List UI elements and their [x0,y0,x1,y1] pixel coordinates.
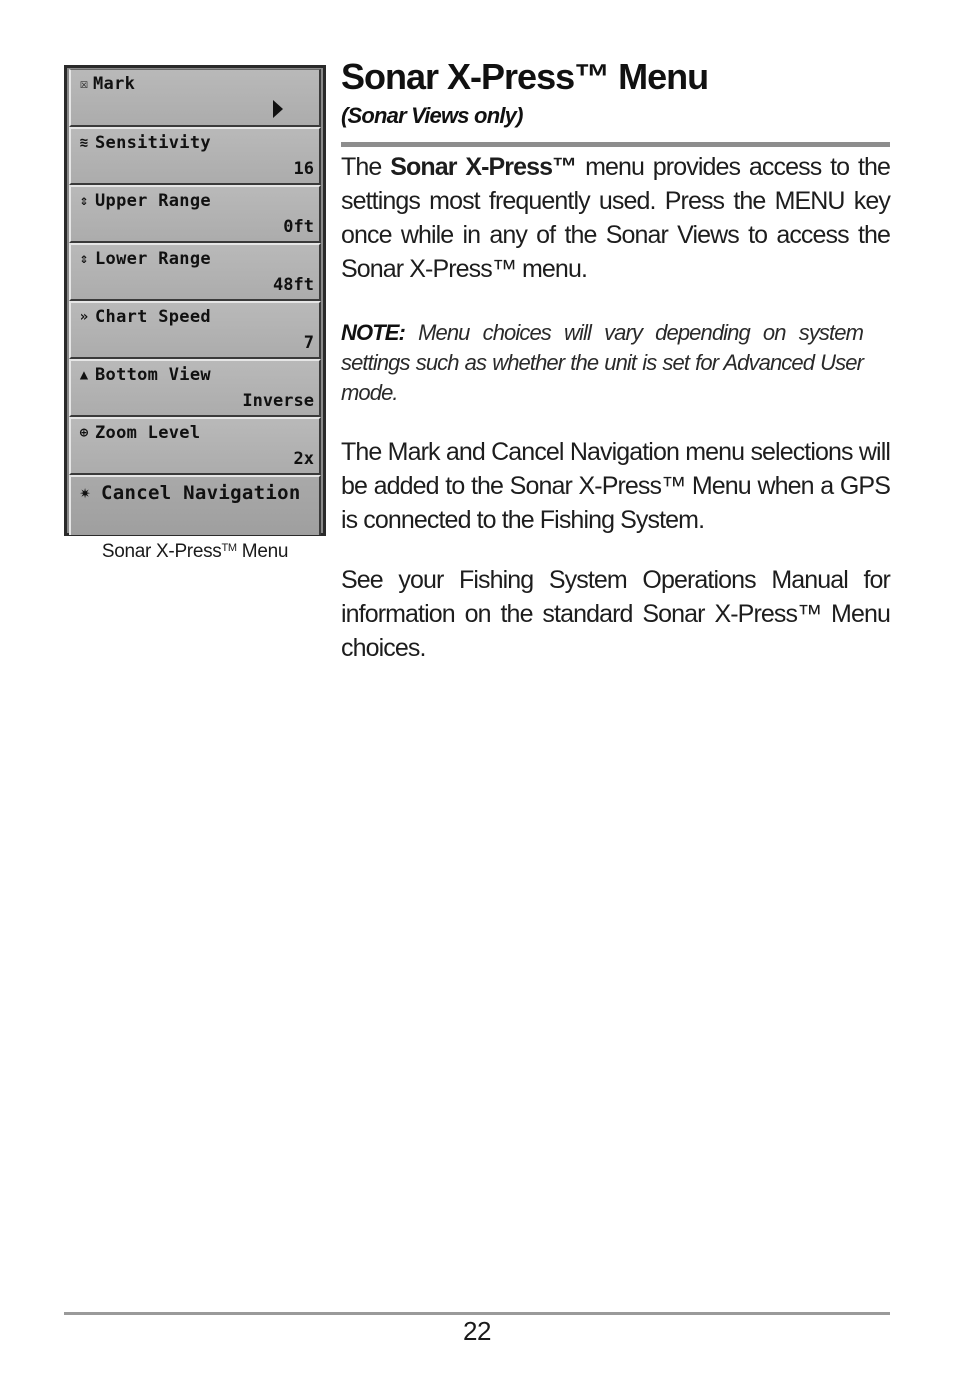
lower-range-icon: ⇕ [79,251,89,267]
page-number: 22 [463,1316,491,1346]
menu-item-label: Mark [93,74,136,94]
menu-item-value: 2x [293,449,314,469]
mark-icon: ☒ [79,76,89,92]
menu-item-zoom-level [69,417,321,475]
upper-range-icon: ⇕ [79,193,89,209]
menu-item-value: Inverse [242,391,314,411]
gps-paragraph: The Mark and Cancel Navigation menu selections will be added to the Sonar X-Press™ Menu when a GPS is connected to the Fishing System. [341,438,890,534]
intro-text-rest: menu provides access to the settings most frequently used. Press the MENU key once while in any of the Sonar Views to access the Sonar X-Press™ menu. [341,153,890,283]
menu-item-cancel-navigation [69,475,321,535]
note-paragraph [341,318,863,408]
menu-item-value: 48ft [273,275,314,295]
figure-caption [64,541,326,563]
caption-suffix: Menu [236,541,289,562]
menu-item-label: Sensitivity [95,133,211,153]
menu-item-label: Chart Speed [95,307,211,327]
page-subtitle: (Sonar Views only) [341,103,523,128]
bottom-view-icon: ▲ [79,367,89,383]
footer-divider [64,1312,890,1315]
chart-speed-icon: » [79,309,89,325]
menu-item-label: Cancel Navigation [101,482,301,504]
menu-item-bottom-view [69,359,321,417]
submenu-arrow-icon [273,100,283,118]
menu-item-mark [69,69,321,127]
intro-paragraph [341,150,890,286]
page-title: Sonar X-Press™ Menu [341,56,709,97]
title-divider [341,142,890,147]
sensitivity-icon: ≋ [79,135,89,151]
menu-item-value: 0ft [283,217,314,237]
menu-item-lower-range [69,243,321,301]
menu-item-label: Upper Range [95,191,211,211]
sonar-xpress-menu-screenshot [64,65,326,536]
menu-item-label: Zoom Level [95,423,201,443]
menu-item-value: 7 [303,333,314,353]
menu-item-value: 16 [293,159,314,179]
zoom-icon: ⊕ [79,425,89,441]
manual-reference-paragraph: See your Fishing System Operations Manual for information on the standard Sonar X-Press™ Menu choices. [341,566,890,662]
menu-item-upper-range [69,185,321,243]
caption-trademark: TM [221,542,237,554]
menu-item-sensitivity [69,127,321,185]
note-text: Menu choices will vary depending on system settings such as whether the unit is set for Advanced User mode. [341,320,863,405]
menu-item-label: Bottom View [95,365,211,385]
menu-item-chart-speed [69,301,321,359]
note-label: NOTE: [341,320,405,345]
intro-product-name: Sonar X-Press™ [390,153,577,181]
cancel-navigation-icon: ✷ [79,482,91,503]
intro-text-start: The [341,153,391,181]
menu-item-label: Lower Range [95,249,211,269]
caption-text: Sonar X-Press [101,541,222,562]
